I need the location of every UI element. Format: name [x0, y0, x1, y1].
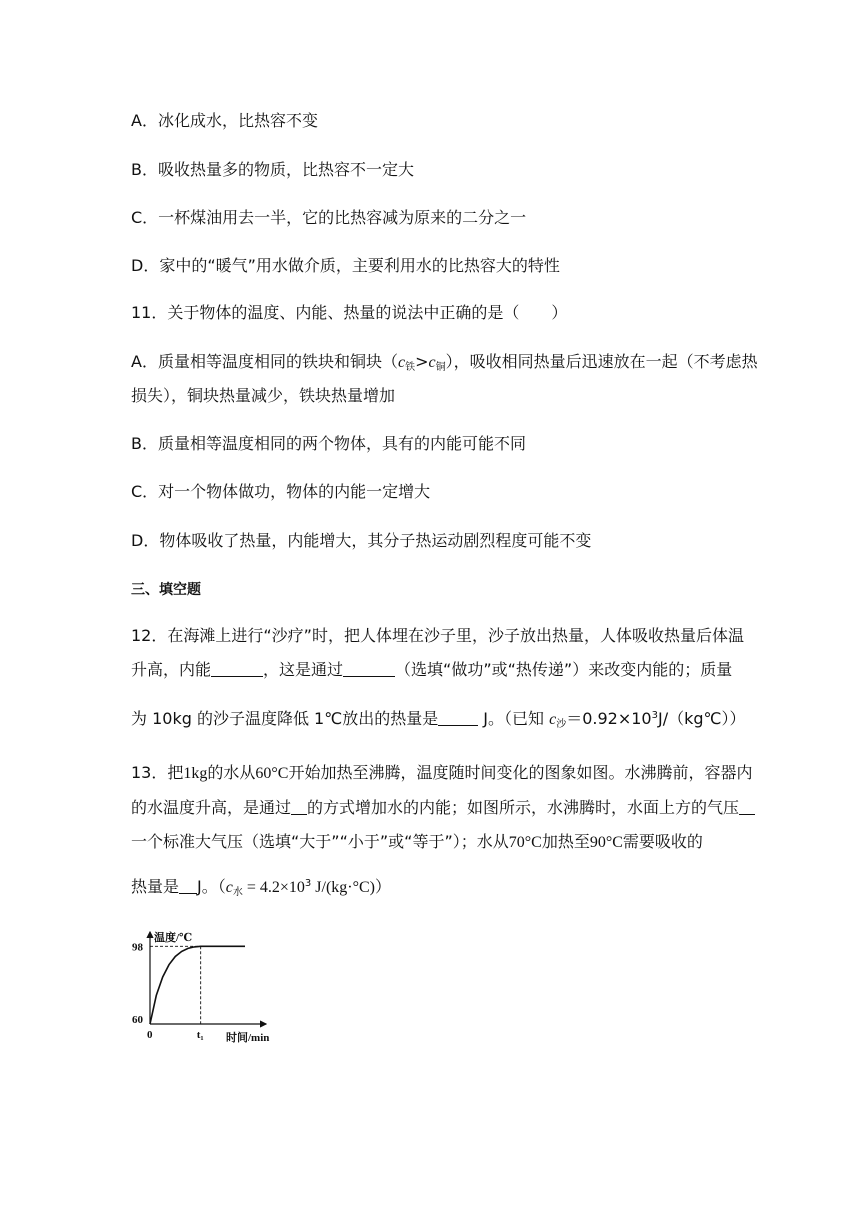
q11-a-post: ），吸收相同热量后迅速放在一起（不考虑热	[445, 352, 758, 371]
q13-l4-f: ）	[375, 877, 392, 896]
q13-l3-b: 加热至	[541, 832, 590, 851]
q11-a-gt: >	[415, 352, 429, 371]
q13-line3	[131, 832, 703, 853]
q11-a-sub1: 铁	[405, 362, 416, 373]
answer-blank[interactable]	[438, 711, 478, 726]
q13-l4-c: c	[225, 879, 233, 896]
q10-option-b: B．吸收热量多的物质，比热容不一定大	[131, 160, 414, 179]
q13-l1-c: 开始加热至沸腾，温度随时间变化的图象如图。水沸腾前，容器内	[288, 763, 753, 782]
q12-l3-sup: 3	[651, 710, 658, 721]
q13-temp-start: 60°C	[255, 765, 289, 782]
q13-l4-sub: 水	[232, 887, 243, 898]
q10-option-a: A．冰化成水，比热容不变	[131, 111, 318, 130]
q13-l2-b: 的方式增加水的内能；如图所示，水沸腾时，水面上方的气压	[307, 798, 740, 817]
q11-option-a	[131, 352, 758, 378]
section-title: 三、填空题	[131, 582, 201, 598]
q10-option-c: C．一杯煤油用去一半，它的比热容减为原来的二分之一	[131, 208, 527, 227]
q13-l4-e: J/(kg·°C)	[311, 879, 376, 896]
q11-a-sub2: 铜	[435, 362, 446, 373]
q13-line1	[131, 763, 752, 784]
q12-l3-sub: 沙	[556, 719, 567, 730]
q13-l3-a: 一个标准大气压（选填“大于”“小于”或“等于”）；水从	[131, 832, 509, 851]
q11-option-b: B．质量相等温度相同的两个物体，具有的内能可能不同	[131, 434, 526, 453]
y-tick-98: 98	[132, 941, 143, 954]
q12-line2	[131, 660, 732, 680]
q12-l3-e: J/（kg℃））	[658, 709, 746, 728]
q13-l1-b: 的水从	[207, 763, 256, 782]
x-tick-0: 0	[147, 1029, 153, 1041]
q12-l2-a: 升高，内能	[131, 660, 212, 679]
answer-blank[interactable]	[211, 662, 263, 677]
temperature-curve	[150, 946, 245, 1024]
q12-l3-d: ＝0.92×10	[566, 709, 652, 728]
q12-line3	[131, 706, 746, 735]
q11-option-c: C．对一个物体做功，物体的内能一定增大	[131, 482, 431, 501]
q11-a-c2: c	[428, 354, 436, 371]
q11-option-d: D．物体吸收了热量，内能增大，其分子热运动剧烈程度可能不变	[131, 531, 592, 550]
answer-blank[interactable]	[739, 800, 755, 815]
answer-blank[interactable]	[179, 879, 197, 894]
q12-l2-b: ，这是通过	[263, 660, 344, 679]
y-tick-60: 60	[132, 1014, 143, 1026]
x-axis-label: 时间/min	[226, 1032, 270, 1044]
q13-temp-70: 70°C	[508, 834, 542, 851]
q12-l3-b: J。（已知	[478, 709, 550, 728]
q11-a-c1: c	[397, 354, 406, 371]
q12-l3-c: c	[549, 711, 557, 728]
q12-l2-c: （选填“做功”或“热传递”）来改变内能的；质量	[395, 660, 733, 679]
q13-l3-c: 需要吸收的	[622, 832, 703, 851]
q12-l3-a: 为 10kg 的沙子温度降低 1℃放出的热量是	[131, 709, 439, 728]
answer-blank[interactable]	[343, 662, 395, 677]
q11-stem: 11．关于物体的温度、内能、热量的说法中正确的是（ ）	[131, 303, 568, 322]
q13-l4-b: J。（	[197, 877, 226, 896]
q13-l4-d: = 4.2×10	[242, 879, 305, 896]
x-tick-t1: t₁	[196, 1029, 204, 1041]
q13-line2	[131, 798, 755, 818]
q13-temp-90: 90°C	[589, 834, 623, 851]
q11-a-text: A．质量相等温度相同的铁块和铜块（	[131, 352, 398, 371]
q12-line1: 12．在海滩上进行“沙疗”时，把人体埋在沙子里，沙子放出热量，人体吸收热量后体温	[131, 626, 744, 645]
q13-l4-a: 热量是	[131, 877, 180, 896]
answer-blank[interactable]	[291, 800, 307, 815]
q13-l1-a: 13．把	[131, 763, 184, 782]
y-axis-label: 温度/℃	[154, 932, 193, 944]
q13-line4	[131, 874, 391, 903]
q11-option-a-line2: 损失），铜块热量减少，铁块热量增加	[131, 386, 396, 405]
q10-option-d: D．家中的“暖气”用水做介质，主要利用水的比热容大的特性	[131, 256, 560, 275]
temperature-time-graph	[128, 928, 288, 1048]
q13-l2-a: 的水温度升高，是通过	[131, 798, 292, 817]
q13-l4-sup: 3	[304, 878, 312, 889]
q13-mass: 1kg	[183, 765, 208, 782]
